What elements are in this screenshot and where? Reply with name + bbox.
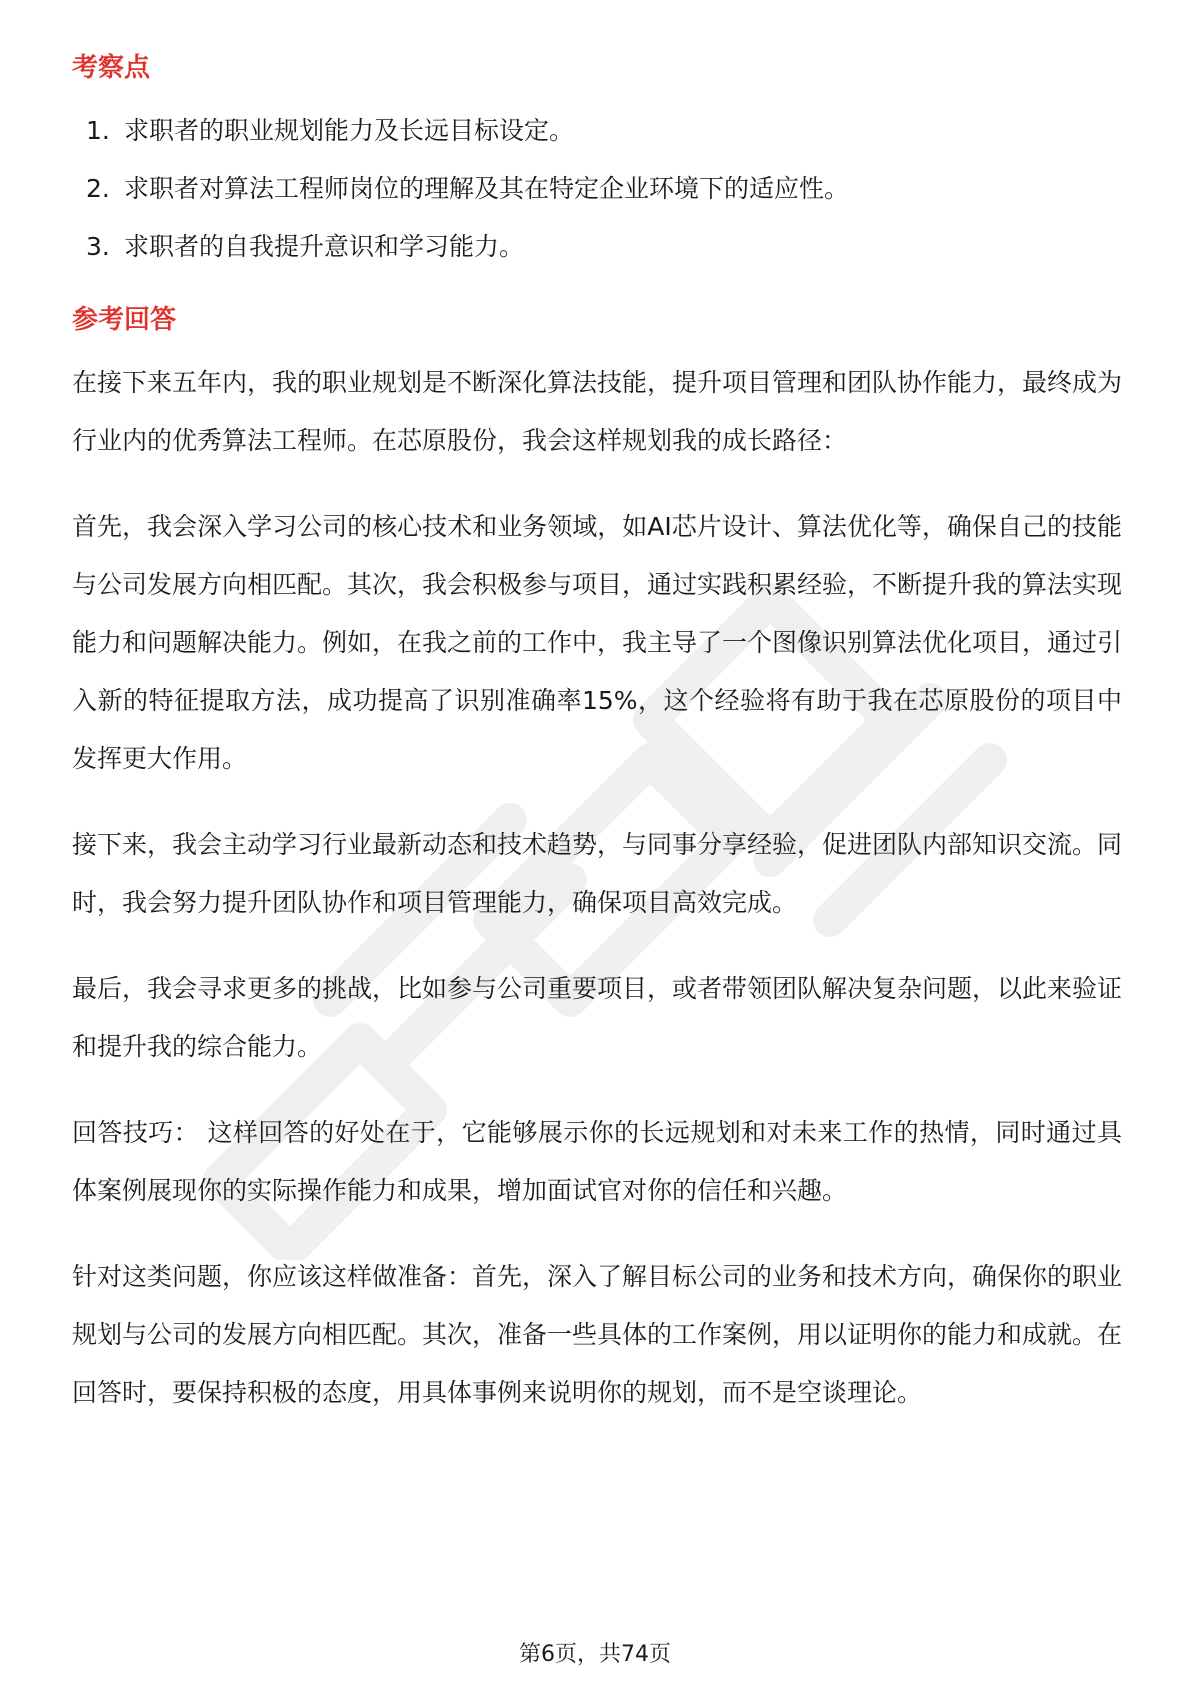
list-item-number: 2.: [86, 174, 110, 203]
list-item: [72, 102, 1122, 160]
list-item-text: 求职者对算法工程师岗位的理解及其在特定企业环境下的适应性。: [124, 174, 850, 203]
answer-paragraph: 接下来，我会主动学习行业最新动态和技术趋势，与同事分享经验，促进团队内部知识交流。同时，我会努力提升团队协作和项目管理能力，确保项目高效完成。: [72, 830, 1123, 917]
points-list: [72, 102, 1122, 276]
list-item: [72, 160, 1122, 218]
document-content: [72, 48, 1122, 1450]
answer-paragraph: 在接下来五年内，我的职业规划是不断深化算法技能，提升项目管理和团队协作能力，最终成为行业内的优秀算法工程师。在芯原股份，我会这样规划我的成长路径：: [72, 368, 1123, 455]
list-item-number: 3.: [86, 232, 110, 261]
list-item-text: 求职者的职业规划能力及长远目标设定。: [124, 116, 575, 145]
answer-paragraph: 最后，我会寻求更多的挑战，比如参与公司重要项目，或者带领团队解决复杂问题，以此来验证和提升我的综合能力。: [72, 974, 1123, 1061]
answer-paragraph: 首先，我会深入学习公司的核心技术和业务领域，如AI芯片设计、算法优化等，确保自己的技能与公司发展方向相匹配。其次，我会积极参与项目，通过实践积累经验，不断提升我的算法实现能力和问题解决能力。例如，在我之前的工作中，我主导了一个图像识别算法优化项目，通过引入新的特征提取方法，成功提高了识别准确率15%，这个经验将有助于我在芯原股份的项目中发挥更大作用。: [72, 512, 1123, 773]
points-heading: 考察点: [72, 53, 151, 83]
answer-heading: 参考回答: [72, 305, 177, 335]
preparation-paragraph: 针对这类问题，你应该这样做准备：首先，深入了解目标公司的业务和技术方向，确保你的职业规划与公司的发展方向相匹配。其次，准备一些具体的工作案例，用以证明你的能力和成就。在回答时，要保持积极的态度，用具体事例来说明你的规划，而不是空谈理论。: [72, 1262, 1123, 1407]
list-item: [72, 218, 1122, 276]
tips-paragraph: 回答技巧： 这样回答的好处在于，它能够展示你的长远规划和对未来工作的热情，同时通过具体案例展现你的实际操作能力和成果，增加面试官对你的信任和兴趣。: [72, 1118, 1122, 1205]
list-item-number: 1.: [86, 116, 110, 145]
list-item-text: 求职者的自我提升意识和学习能力。: [124, 232, 525, 261]
page-number: 第6页，共74页: [519, 1642, 671, 1667]
